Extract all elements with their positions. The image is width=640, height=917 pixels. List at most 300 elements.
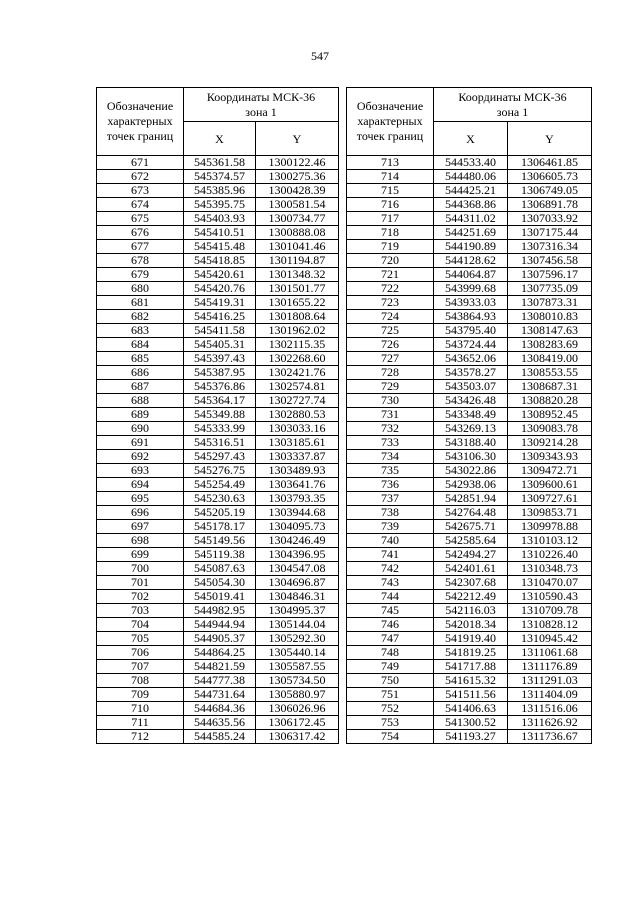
x-coordinate-cell: 543022.86 — [434, 464, 508, 478]
x-coordinate-cell: 544982.95 — [184, 604, 256, 618]
y-coordinate-cell: 1302115.35 — [256, 338, 339, 352]
point-number-cell: 715 — [347, 184, 434, 198]
y-coordinate-cell: 1308687.31 — [508, 380, 592, 394]
y-coordinate-cell: 1304696.87 — [256, 576, 339, 590]
y-coordinate-cell: 1311176.89 — [508, 660, 592, 674]
point-number-cell: 730 — [347, 394, 434, 408]
x-coordinate-cell: 543106.30 — [434, 450, 508, 464]
table-row — [347, 254, 592, 268]
x-coordinate-cell: 544864.25 — [184, 646, 256, 660]
x-coordinate-cell: 545387.95 — [184, 366, 256, 380]
point-number-cell: 696 — [97, 506, 184, 520]
y-coordinate-cell: 1310226.40 — [508, 548, 592, 562]
x-coordinate-cell: 543348.49 — [434, 408, 508, 422]
x-coordinate-cell: 544731.64 — [184, 688, 256, 702]
point-number-cell: 729 — [347, 380, 434, 394]
x-coordinate-cell: 542851.94 — [434, 492, 508, 506]
table-row — [347, 380, 592, 394]
point-number-cell: 708 — [97, 674, 184, 688]
y-coordinate-cell: 1308820.28 — [508, 394, 592, 408]
table-row — [97, 408, 339, 422]
x-coordinate-cell: 541406.63 — [434, 702, 508, 716]
table-row — [347, 184, 592, 198]
point-number-cell: 731 — [347, 408, 434, 422]
table-row — [97, 520, 339, 534]
y-coordinate-cell: 1311516.06 — [508, 702, 592, 716]
x-coordinate-cell: 545361.58 — [184, 156, 256, 170]
y-coordinate-cell: 1309214.28 — [508, 436, 592, 450]
y-coordinate-cell: 1303641.76 — [256, 478, 339, 492]
table-row — [347, 632, 592, 646]
point-number-cell: 691 — [97, 436, 184, 450]
y-coordinate-cell: 1300888.08 — [256, 226, 339, 240]
y-coordinate-cell: 1305734.50 — [256, 674, 339, 688]
table-row — [347, 310, 592, 324]
point-number-cell: 739 — [347, 520, 434, 534]
point-number-cell: 744 — [347, 590, 434, 604]
point-number-cell: 672 — [97, 170, 184, 184]
point-number-cell: 673 — [97, 184, 184, 198]
header-msk-line2: зона 1 — [496, 104, 529, 119]
point-number-cell: 725 — [347, 324, 434, 338]
table-row — [347, 212, 592, 226]
y-coordinate-cell: 1302268.60 — [256, 352, 339, 366]
y-coordinate-cell: 1307033.92 — [508, 212, 592, 226]
table-row — [97, 394, 339, 408]
table-row — [97, 198, 339, 212]
y-coordinate-cell: 1301348.32 — [256, 268, 339, 282]
table-row — [97, 492, 339, 506]
table-row — [347, 282, 592, 296]
y-coordinate-cell: 1307316.34 — [508, 240, 592, 254]
table-row — [97, 688, 339, 702]
table-row — [347, 352, 592, 366]
y-coordinate-cell: 1304995.37 — [256, 604, 339, 618]
table-row — [347, 604, 592, 618]
header-msk-line2: зона 1 — [245, 104, 277, 119]
table-row — [97, 380, 339, 394]
point-number-cell: 702 — [97, 590, 184, 604]
table-row — [97, 226, 339, 240]
point-number-cell: 726 — [347, 338, 434, 352]
point-number-cell: 677 — [97, 240, 184, 254]
x-coordinate-cell: 545415.48 — [184, 240, 256, 254]
point-number-cell: 678 — [97, 254, 184, 268]
point-number-cell: 717 — [347, 212, 434, 226]
x-coordinate-cell: 545385.96 — [184, 184, 256, 198]
table-row — [347, 226, 592, 240]
y-coordinate-cell: 1301194.87 — [256, 254, 339, 268]
x-coordinate-cell: 544905.37 — [184, 632, 256, 646]
point-number-cell: 695 — [97, 492, 184, 506]
table-row — [347, 562, 592, 576]
point-number-cell: 693 — [97, 464, 184, 478]
table-row — [97, 646, 339, 660]
table-row — [347, 492, 592, 506]
table-row — [97, 506, 339, 520]
point-number-cell: 741 — [347, 548, 434, 562]
x-coordinate-cell: 545205.19 — [184, 506, 256, 520]
point-number-cell: 734 — [347, 450, 434, 464]
y-coordinate-cell: 1303944.68 — [256, 506, 339, 520]
x-coordinate-cell: 545276.75 — [184, 464, 256, 478]
point-number-cell: 747 — [347, 632, 434, 646]
x-coordinate-cell: 545374.57 — [184, 170, 256, 184]
x-coordinate-cell: 544311.02 — [434, 212, 508, 226]
x-coordinate-cell: 545333.99 — [184, 422, 256, 436]
x-coordinate-cell: 545254.49 — [184, 478, 256, 492]
y-coordinate-cell: 1305587.55 — [256, 660, 339, 674]
point-number-cell: 754 — [347, 730, 434, 744]
table-row — [347, 198, 592, 212]
point-number-cell: 680 — [97, 282, 184, 296]
table-row — [97, 450, 339, 464]
point-number-cell: 735 — [347, 464, 434, 478]
point-number-cell: 689 — [97, 408, 184, 422]
header-msk — [184, 88, 339, 122]
table-row — [97, 576, 339, 590]
y-coordinate-cell: 1301501.77 — [256, 282, 339, 296]
x-coordinate-cell: 545420.61 — [184, 268, 256, 282]
point-number-cell: 687 — [97, 380, 184, 394]
table-row — [347, 324, 592, 338]
point-number-cell: 701 — [97, 576, 184, 590]
point-number-cell: 716 — [347, 198, 434, 212]
header-y: Y — [508, 122, 592, 156]
y-coordinate-cell: 1304396.95 — [256, 548, 339, 562]
table-row — [97, 534, 339, 548]
header-designation: Обозначение характерных точек границ — [97, 88, 184, 156]
table-row — [347, 618, 592, 632]
y-coordinate-cell: 1305440.14 — [256, 646, 339, 660]
table-body-left — [97, 156, 339, 744]
y-coordinate-cell: 1302880.53 — [256, 408, 339, 422]
table-row — [347, 366, 592, 380]
table-row — [347, 268, 592, 282]
table-row — [347, 422, 592, 436]
y-coordinate-cell: 1310945.42 — [508, 632, 592, 646]
y-coordinate-cell: 1306891.78 — [508, 198, 592, 212]
point-number-cell: 742 — [347, 562, 434, 576]
coordinates-table-left — [96, 87, 339, 744]
table-row — [97, 282, 339, 296]
x-coordinate-cell: 544635.56 — [184, 716, 256, 730]
table-row — [97, 632, 339, 646]
point-number-cell: 676 — [97, 226, 184, 240]
point-number-cell: 690 — [97, 422, 184, 436]
point-number-cell: 684 — [97, 338, 184, 352]
y-coordinate-cell: 1301041.46 — [256, 240, 339, 254]
table-row — [347, 394, 592, 408]
x-coordinate-cell: 542675.71 — [434, 520, 508, 534]
table-row — [97, 366, 339, 380]
table-row — [347, 688, 592, 702]
y-coordinate-cell: 1304246.49 — [256, 534, 339, 548]
y-coordinate-cell: 1309343.93 — [508, 450, 592, 464]
x-coordinate-cell: 545230.63 — [184, 492, 256, 506]
table-row — [97, 590, 339, 604]
point-number-cell: 713 — [347, 156, 434, 170]
x-coordinate-cell: 542401.61 — [434, 562, 508, 576]
point-number-cell: 709 — [97, 688, 184, 702]
y-coordinate-cell: 1308147.63 — [508, 324, 592, 338]
x-coordinate-cell: 545349.88 — [184, 408, 256, 422]
point-number-cell: 694 — [97, 478, 184, 492]
x-coordinate-cell: 543933.03 — [434, 296, 508, 310]
table-row — [97, 478, 339, 492]
x-coordinate-cell: 545019.41 — [184, 590, 256, 604]
y-coordinate-cell: 1307596.17 — [508, 268, 592, 282]
x-coordinate-cell: 545419.31 — [184, 296, 256, 310]
point-number-cell: 743 — [347, 576, 434, 590]
y-coordinate-cell: 1308010.83 — [508, 310, 592, 324]
x-coordinate-cell: 541919.40 — [434, 632, 508, 646]
x-coordinate-cell: 544368.86 — [434, 198, 508, 212]
table-row — [347, 506, 592, 520]
x-coordinate-cell: 542307.68 — [434, 576, 508, 590]
point-number-cell: 698 — [97, 534, 184, 548]
x-coordinate-cell: 544684.36 — [184, 702, 256, 716]
y-coordinate-cell: 1311291.03 — [508, 674, 592, 688]
y-coordinate-cell: 1310470.07 — [508, 576, 592, 590]
table-row — [97, 170, 339, 184]
table-row — [97, 268, 339, 282]
x-coordinate-cell: 543724.44 — [434, 338, 508, 352]
point-number-cell: 704 — [97, 618, 184, 632]
point-number-cell: 686 — [97, 366, 184, 380]
x-coordinate-cell: 545410.51 — [184, 226, 256, 240]
table-row — [347, 730, 592, 744]
table-row — [97, 562, 339, 576]
y-coordinate-cell: 1301655.22 — [256, 296, 339, 310]
point-number-cell: 671 — [97, 156, 184, 170]
y-coordinate-cell: 1305144.04 — [256, 618, 339, 632]
table-row — [347, 408, 592, 422]
y-coordinate-cell: 1309853.71 — [508, 506, 592, 520]
y-coordinate-cell: 1303337.87 — [256, 450, 339, 464]
y-coordinate-cell: 1302574.81 — [256, 380, 339, 394]
y-coordinate-cell: 1303793.35 — [256, 492, 339, 506]
point-number-cell: 700 — [97, 562, 184, 576]
point-number-cell: 706 — [97, 646, 184, 660]
x-coordinate-cell: 544128.62 — [434, 254, 508, 268]
y-coordinate-cell: 1301808.64 — [256, 310, 339, 324]
table-row — [347, 534, 592, 548]
y-coordinate-cell: 1303033.16 — [256, 422, 339, 436]
x-coordinate-cell: 541193.27 — [434, 730, 508, 744]
x-coordinate-cell: 542764.48 — [434, 506, 508, 520]
table-row — [347, 450, 592, 464]
point-number-cell: 714 — [347, 170, 434, 184]
point-number-cell: 682 — [97, 310, 184, 324]
point-number-cell: 733 — [347, 436, 434, 450]
point-number-cell: 749 — [347, 660, 434, 674]
point-number-cell: 705 — [97, 632, 184, 646]
x-coordinate-cell: 544190.89 — [434, 240, 508, 254]
point-number-cell: 732 — [347, 422, 434, 436]
table-row — [347, 548, 592, 562]
point-number-cell: 718 — [347, 226, 434, 240]
y-coordinate-cell: 1301962.02 — [256, 324, 339, 338]
point-number-cell: 752 — [347, 702, 434, 716]
point-number-cell: 710 — [97, 702, 184, 716]
x-coordinate-cell: 542938.06 — [434, 478, 508, 492]
table-row — [97, 618, 339, 632]
x-coordinate-cell: 542018.34 — [434, 618, 508, 632]
point-number-cell: 738 — [347, 506, 434, 520]
y-coordinate-cell: 1300581.54 — [256, 198, 339, 212]
table-row — [347, 702, 592, 716]
point-number-cell: 724 — [347, 310, 434, 324]
x-coordinate-cell: 541511.56 — [434, 688, 508, 702]
table-row — [97, 716, 339, 730]
y-coordinate-cell: 1310828.12 — [508, 618, 592, 632]
x-coordinate-cell: 543188.40 — [434, 436, 508, 450]
y-coordinate-cell: 1300122.46 — [256, 156, 339, 170]
y-coordinate-cell: 1306172.45 — [256, 716, 339, 730]
y-coordinate-cell: 1300734.77 — [256, 212, 339, 226]
y-coordinate-cell: 1310709.78 — [508, 604, 592, 618]
x-coordinate-cell: 544480.06 — [434, 170, 508, 184]
x-coordinate-cell: 545364.17 — [184, 394, 256, 408]
y-coordinate-cell: 1308553.55 — [508, 366, 592, 380]
y-coordinate-cell: 1311061.68 — [508, 646, 592, 660]
y-coordinate-cell: 1306461.85 — [508, 156, 592, 170]
x-coordinate-cell: 543503.07 — [434, 380, 508, 394]
header-msk-line1: Координаты МСК-36 — [458, 89, 567, 104]
point-number-cell: 750 — [347, 674, 434, 688]
y-coordinate-cell: 1308419.00 — [508, 352, 592, 366]
y-coordinate-cell: 1309727.61 — [508, 492, 592, 506]
y-coordinate-cell: 1310103.12 — [508, 534, 592, 548]
point-number-cell: 728 — [347, 366, 434, 380]
table-row — [347, 338, 592, 352]
y-coordinate-cell: 1300275.36 — [256, 170, 339, 184]
table-row — [97, 324, 339, 338]
y-coordinate-cell: 1302727.74 — [256, 394, 339, 408]
y-coordinate-cell: 1310590.43 — [508, 590, 592, 604]
x-coordinate-cell: 542585.64 — [434, 534, 508, 548]
table-row — [97, 240, 339, 254]
point-number-cell: 707 — [97, 660, 184, 674]
point-number-cell: 697 — [97, 520, 184, 534]
x-coordinate-cell: 543269.13 — [434, 422, 508, 436]
x-coordinate-cell: 545087.63 — [184, 562, 256, 576]
point-number-cell: 674 — [97, 198, 184, 212]
x-coordinate-cell: 545316.51 — [184, 436, 256, 450]
table-row — [97, 212, 339, 226]
table-body-right — [347, 156, 592, 744]
x-coordinate-cell: 545149.56 — [184, 534, 256, 548]
table-row — [347, 478, 592, 492]
header-y: Y — [256, 122, 339, 156]
y-coordinate-cell: 1304547.08 — [256, 562, 339, 576]
point-number-cell: 720 — [347, 254, 434, 268]
y-coordinate-cell: 1309472.71 — [508, 464, 592, 478]
header-x: X — [184, 122, 256, 156]
x-coordinate-cell: 541300.52 — [434, 716, 508, 730]
page-number: 547 — [311, 49, 329, 63]
coordinates-table-right — [346, 87, 592, 744]
table-row — [97, 660, 339, 674]
point-number-cell: 727 — [347, 352, 434, 366]
point-number-cell: 681 — [97, 296, 184, 310]
point-number-cell: 688 — [97, 394, 184, 408]
x-coordinate-cell: 545178.17 — [184, 520, 256, 534]
table-row — [97, 702, 339, 716]
y-coordinate-cell: 1309600.61 — [508, 478, 592, 492]
y-coordinate-cell: 1311626.92 — [508, 716, 592, 730]
x-coordinate-cell: 541819.25 — [434, 646, 508, 660]
table-row — [97, 296, 339, 310]
x-coordinate-cell: 543578.27 — [434, 366, 508, 380]
point-number-cell: 740 — [347, 534, 434, 548]
x-coordinate-cell: 545376.86 — [184, 380, 256, 394]
x-coordinate-cell: 544777.38 — [184, 674, 256, 688]
point-number-cell: 692 — [97, 450, 184, 464]
point-number-cell: 679 — [97, 268, 184, 282]
x-coordinate-cell: 545420.76 — [184, 282, 256, 296]
point-number-cell: 719 — [347, 240, 434, 254]
table-row — [347, 464, 592, 478]
y-coordinate-cell: 1307456.58 — [508, 254, 592, 268]
x-coordinate-cell: 544533.40 — [434, 156, 508, 170]
y-coordinate-cell: 1306317.42 — [256, 730, 339, 744]
y-coordinate-cell: 1305292.30 — [256, 632, 339, 646]
y-coordinate-cell: 1305880.97 — [256, 688, 339, 702]
y-coordinate-cell: 1304095.73 — [256, 520, 339, 534]
y-coordinate-cell: 1311736.67 — [508, 730, 592, 744]
y-coordinate-cell: 1309978.88 — [508, 520, 592, 534]
y-coordinate-cell: 1310348.73 — [508, 562, 592, 576]
table-row — [97, 604, 339, 618]
x-coordinate-cell: 542212.49 — [434, 590, 508, 604]
point-number-cell: 675 — [97, 212, 184, 226]
table-row — [97, 310, 339, 324]
point-number-cell: 745 — [347, 604, 434, 618]
x-coordinate-cell: 545403.93 — [184, 212, 256, 226]
x-coordinate-cell: 544064.87 — [434, 268, 508, 282]
x-coordinate-cell: 545054.30 — [184, 576, 256, 590]
y-coordinate-cell: 1306749.05 — [508, 184, 592, 198]
table-row — [97, 464, 339, 478]
point-number-cell: 746 — [347, 618, 434, 632]
point-number-cell: 748 — [347, 646, 434, 660]
y-coordinate-cell: 1302421.76 — [256, 366, 339, 380]
x-coordinate-cell: 543864.93 — [434, 310, 508, 324]
table-row — [347, 590, 592, 604]
table-row — [97, 338, 339, 352]
table-row — [97, 254, 339, 268]
x-coordinate-cell: 544821.59 — [184, 660, 256, 674]
table-row — [97, 730, 339, 744]
x-coordinate-cell: 545416.25 — [184, 310, 256, 324]
x-coordinate-cell: 544251.69 — [434, 226, 508, 240]
y-coordinate-cell: 1304846.31 — [256, 590, 339, 604]
x-coordinate-cell: 544585.24 — [184, 730, 256, 744]
point-number-cell: 722 — [347, 282, 434, 296]
y-coordinate-cell: 1307175.44 — [508, 226, 592, 240]
y-coordinate-cell: 1307735.09 — [508, 282, 592, 296]
x-coordinate-cell: 545397.43 — [184, 352, 256, 366]
y-coordinate-cell: 1308283.69 — [508, 338, 592, 352]
y-coordinate-cell: 1306605.73 — [508, 170, 592, 184]
y-coordinate-cell: 1306026.96 — [256, 702, 339, 716]
table-row — [97, 352, 339, 366]
point-number-cell: 723 — [347, 296, 434, 310]
x-coordinate-cell: 545297.43 — [184, 450, 256, 464]
y-coordinate-cell: 1303489.93 — [256, 464, 339, 478]
